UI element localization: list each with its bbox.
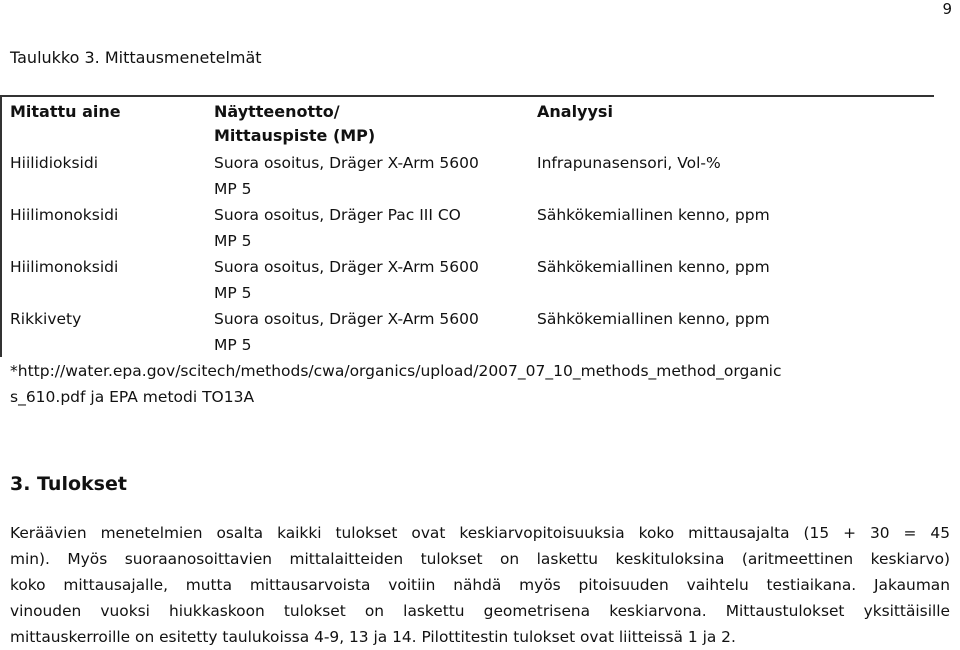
paragraph-line: Keräävien menetelmien osalta kaikki tulokset ovat keskiarvopitoisuuksia koko mittausajalta (15 + 30 = 45 [10, 524, 950, 542]
table-cell-mp: MP 5 [214, 232, 252, 250]
table-cell-mp: MP 5 [214, 180, 252, 198]
header-mittauspiste: Mittauspiste (MP) [214, 126, 376, 145]
table-cell-analyysi: Sähkökemiallinen kenno, ppm [537, 310, 770, 328]
footnote-url: *http://water.epa.gov/scitech/methods/cwa/organics/upload/2007_07_10_methods_method_organic [10, 362, 782, 380]
table-cell-mp: MP 5 [214, 336, 252, 354]
table-cell-aine: Hiilimonoksidi [10, 206, 119, 224]
table-cell-aine: Hiilimonoksidi [10, 258, 119, 276]
paragraph-line: vinouden vuoksi hiukkaskoon tulokset on laskettu geometrisena keskiarvona. Mittaustulokset yksittäisille [10, 602, 950, 620]
table-cell-naytteenotto: Suora osoitus, Dräger X-Arm 5600 [214, 310, 479, 328]
table-cell-naytteenotto: Suora osoitus, Dräger X-Arm 5600 [214, 154, 479, 172]
paragraph-line: mittauskerroille on esitetty taulukoissa 4-9, 13 ja 14. Pilottitestin tulokset ovat liitteissä 1 ja 2. [10, 628, 736, 646]
footnote-url-continued: s_610.pdf ja EPA metodi TO13A [10, 388, 255, 406]
table-cell-naytteenotto: Suora osoitus, Dräger Pac III CO [214, 206, 461, 224]
header-mitattu-aine: Mitattu aine [10, 102, 121, 121]
header-analyysi: Analyysi [537, 102, 613, 121]
table-cell-naytteenotto: Suora osoitus, Dräger X-Arm 5600 [214, 258, 479, 276]
results-paragraph [10, 520, 950, 650]
table-cell-aine: Rikkivety [10, 310, 82, 328]
paragraph-line: min). Myös suoraanosoittavien mittalaitteiden tulokset on laskettu keskituloksina (aritmeettinen keskiarvo) [10, 550, 950, 568]
table-cell-aine: Hiilidioksidi [10, 154, 99, 172]
table-cell-mp: MP 5 [214, 284, 252, 302]
table-cell-analyysi: Infrapunasensori, Vol-% [537, 154, 721, 172]
paragraph-line: koko mittausajalle, mutta mittausarvoista voitiin nähdä myös pitoisuuden vaihtelu testiaikana. Jakauman [10, 576, 950, 594]
table-cell-analyysi: Sähkökemiallinen kenno, ppm [537, 258, 770, 276]
table-cell-analyysi: Sähkökemiallinen kenno, ppm [537, 206, 770, 224]
page-number: 9 [942, 0, 952, 18]
table-caption: Taulukko 3. Mittausmenetelmät [10, 48, 262, 67]
section-heading: 3. Tulokset [10, 473, 127, 495]
header-naytteenotto: Näytteenotto/ [214, 102, 340, 121]
